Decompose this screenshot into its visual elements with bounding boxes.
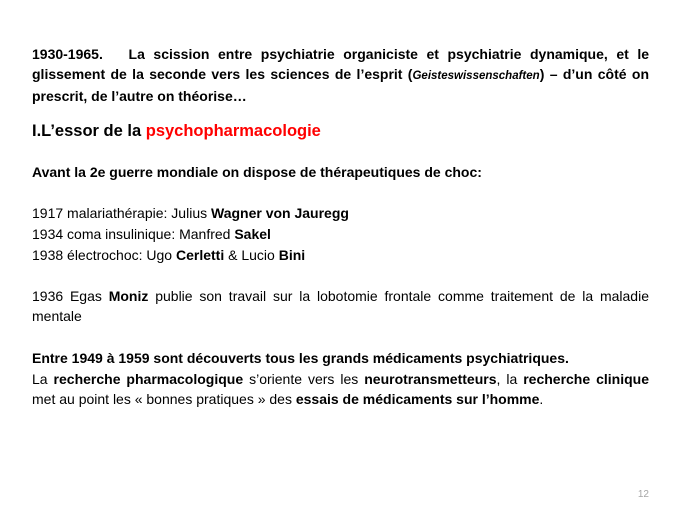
research-term: recherche clinique: [523, 371, 650, 387]
moniz-text: 1936 Egas: [32, 288, 109, 304]
intro-dates: 1930-1965.: [32, 46, 103, 62]
intro-paragraph: [32, 44, 649, 106]
therapy-name: Cerletti: [175, 247, 225, 263]
research-term: neurotransmetteurs: [364, 371, 497, 387]
therapy-text-2: & Lucio: [224, 247, 279, 263]
section-heading: [32, 120, 321, 142]
therapy-line-1938: [32, 245, 649, 265]
moniz-paragraph: [32, 286, 649, 326]
therapy-text: 1917 malariathérapie: Julius: [32, 205, 211, 221]
therapy-line-1917: [32, 203, 649, 223]
intro-term: Geisteswissenschaften: [412, 70, 540, 82]
therapy-line-1934: [32, 224, 649, 244]
heading-prefix: I.L’essor de la: [32, 122, 146, 140]
research-text: La: [32, 371, 54, 387]
moniz-text-end: publie son travail sur la lobotomie frontale comme traitement de la maladie mentale: [32, 288, 649, 324]
intro-text-end: ) – d’un côté on prescrit, de l’autre on théorise…: [32, 66, 649, 104]
research-text: s’oriente vers les: [243, 371, 365, 387]
research-term: recherche pharmacologique: [53, 371, 244, 387]
therapy-name-2: Bini: [278, 247, 306, 263]
therapy-text: 1938 électrochoc: Ugo: [32, 247, 176, 263]
therapy-text: 1934 coma insulinique: Manfred: [32, 226, 235, 242]
research-term: essais de médicaments sur l’homme: [295, 391, 540, 407]
heading-highlight: psychopharmacologie: [145, 122, 321, 140]
intro-text: La scission entre psychiatrie organiciste et psychiatrie dynamique, et le glissement de la seconde vers les sciences de l’esprit (: [32, 46, 650, 82]
research-text: , la: [496, 371, 524, 387]
research-text: .: [539, 391, 544, 407]
page-number: 12: [637, 489, 649, 500]
moniz-name: Moniz: [108, 288, 149, 304]
before-war-line: Avant la 2e guerre mondiale on dispose de thérapeutiques de choc:: [32, 164, 482, 180]
research-paragraph: [32, 369, 649, 409]
therapy-name: Wagner von Jauregg: [211, 205, 349, 221]
therapy-name: Sakel: [234, 226, 271, 242]
research-text: met au point les « bonnes pratiques » des: [32, 391, 296, 407]
discoveries-line: Entre 1949 à 1959 sont découverts tous les grands médicaments psychiatriques.: [32, 350, 569, 366]
